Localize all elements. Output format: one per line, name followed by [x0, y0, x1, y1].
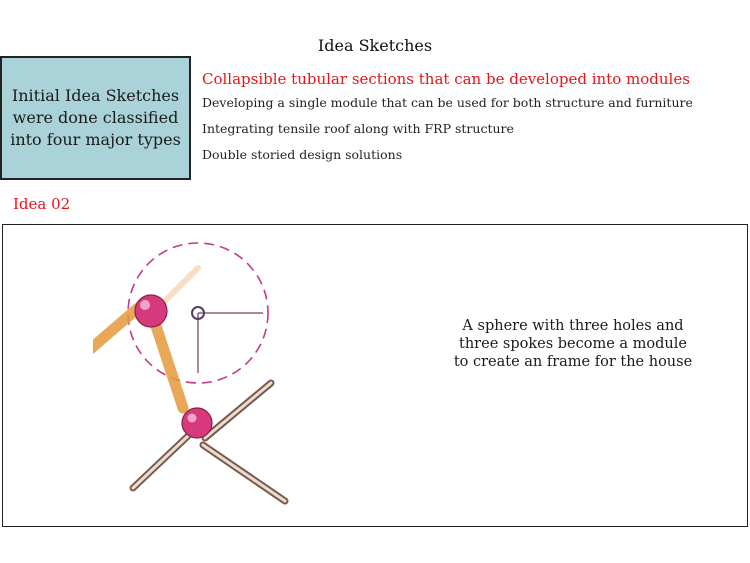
sketch-frame: [2, 224, 748, 527]
lower-sphere-highlight: [188, 414, 197, 423]
spoke-orange: [155, 323, 183, 408]
spoke-orange: [163, 268, 198, 303]
summary-line: were done classified: [12, 108, 179, 127]
idea-item: Developing a single module that can be used for both structure and furniture: [202, 95, 693, 110]
sphere-spoke-module-sketch: [93, 233, 333, 523]
spoke-orange: [93, 308, 138, 351]
lower-sphere: [182, 408, 212, 438]
idea-item: Integrating tensile roof along with FRP structure: [202, 121, 514, 136]
spoke-brown: [133, 435, 189, 488]
page-title: Idea Sketches: [317, 36, 433, 55]
caption-line: A sphere with three holes and: [462, 318, 684, 334]
ideas-heading: Collapsible tubular sections that can be developed into modules: [202, 70, 690, 88]
spoke-brown: [205, 383, 271, 438]
summary-line: Initial Idea Sketches: [11, 86, 180, 105]
caption-line: three spokes become a module: [459, 336, 687, 352]
spoke-brown: [203, 445, 285, 501]
upper-sphere: [135, 295, 167, 327]
section-label: Idea 02: [13, 195, 71, 213]
sketch-caption: [433, 317, 713, 371]
ideas-list: [202, 68, 747, 168]
summary-box: [0, 56, 191, 180]
summary-line: into four major types: [10, 130, 181, 149]
upper-sphere-highlight: [140, 300, 150, 310]
caption-line: to create an frame for the house: [453, 354, 693, 370]
idea-item: Double storied design solutions: [202, 147, 403, 162]
